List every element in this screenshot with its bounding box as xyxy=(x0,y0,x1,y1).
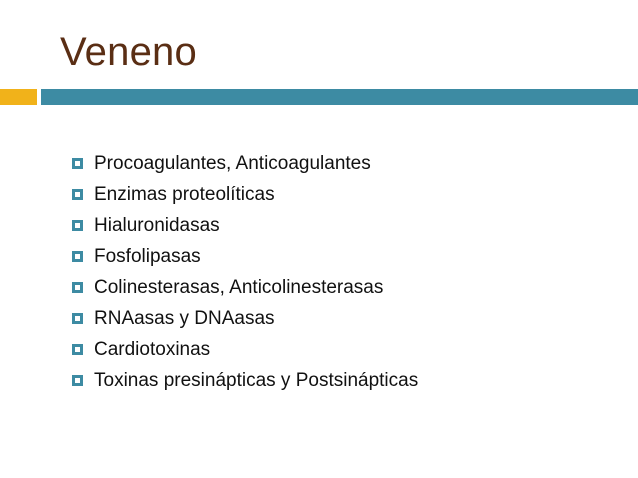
hollow-square-bullet-icon xyxy=(72,313,83,324)
hollow-square-bullet-icon xyxy=(72,344,83,355)
list-item xyxy=(72,365,418,396)
hollow-square-bullet-icon xyxy=(72,189,83,200)
list-item xyxy=(72,210,418,241)
list-item xyxy=(72,272,418,303)
bullet-text: Hialuronidasas xyxy=(94,214,220,236)
title-accent-bar xyxy=(0,89,37,105)
list-item xyxy=(72,179,418,210)
hollow-square-bullet-icon xyxy=(72,282,83,293)
bullet-text: Colinesterasas, Anticolinesterasas xyxy=(94,276,384,298)
bullet-text: Toxinas presinápticas y Postsinápticas xyxy=(94,369,419,391)
bullet-text: Procoagulantes, Anticoagulantes xyxy=(94,152,371,174)
bullet-text: RNAasas y DNAasas xyxy=(94,307,275,329)
hollow-square-bullet-icon xyxy=(72,220,83,231)
hollow-square-bullet-icon xyxy=(72,375,83,386)
list-item xyxy=(72,334,418,365)
bullet-text: Cardiotoxinas xyxy=(94,338,211,360)
list-item xyxy=(72,148,418,179)
bullet-text: Fosfolipasas xyxy=(94,245,201,267)
hollow-square-bullet-icon xyxy=(72,251,83,262)
list-item xyxy=(72,241,418,272)
bullet-text: Enzimas proteolíticas xyxy=(94,183,275,205)
slide-title: Veneno xyxy=(60,30,197,74)
bullet-list xyxy=(72,148,418,396)
title-divider-bar xyxy=(41,89,638,105)
hollow-square-bullet-icon xyxy=(72,158,83,169)
list-item xyxy=(72,303,418,334)
